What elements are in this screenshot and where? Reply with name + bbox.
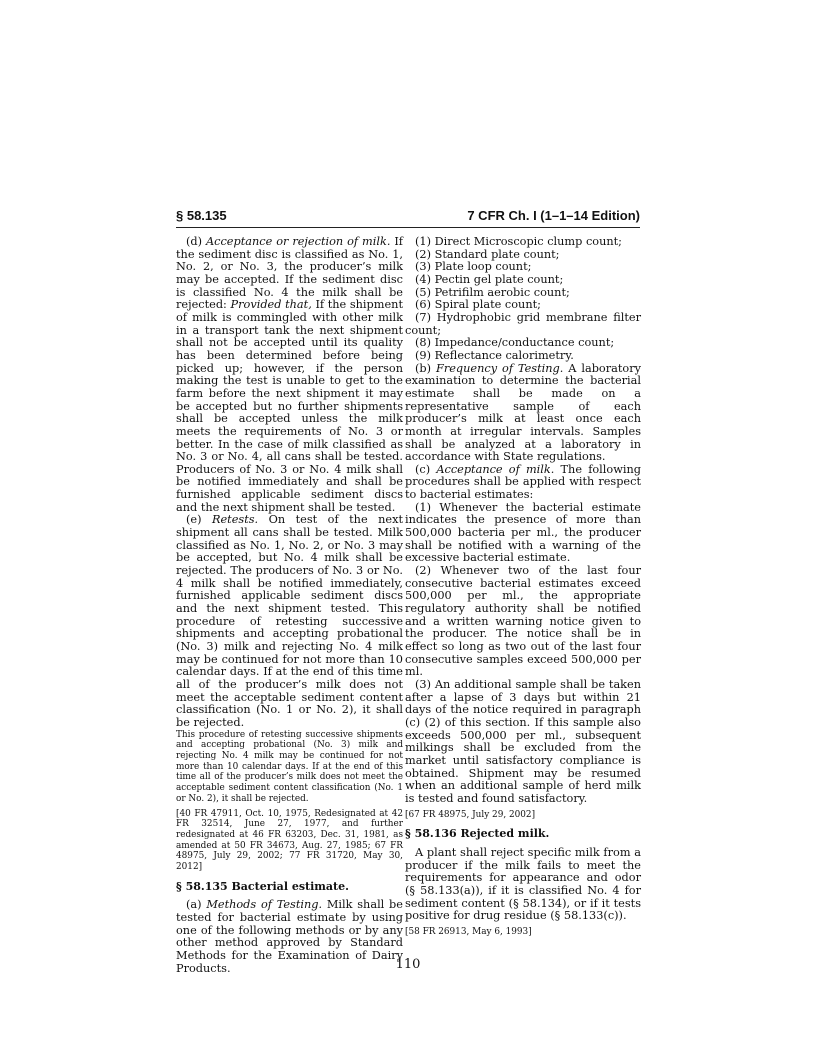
paragraph-rejected-milk: A plant shall reject specific milk from a producer if the milk fails to meet the requirements for appearance and odor (§ 58.133(a)), if it is classified No. 4 for sediment content (§ 58.134), or if it tests positive for drug residue (§ 58.133(c)). <box>405 845 641 923</box>
paragraph-b: (b) Frequency of Testing. A laboratory examination to determine the bacterial estimate shall be made on a representative sample of each producer’s milk at least once each month at irregular intervals. Samples shall be analyzed at a laboratory in accordance with State regulations. <box>405 361 641 464</box>
header-title: 7 CFR Ch. I (1–1–14 Edition) <box>467 208 640 223</box>
small-note: This procedure of retesting successive shipments and accepting probational (No. 3) milk and rejecting No. 4 milk may be continued for not more than 10 calendar days. If at the end of this time all of the producer’s milk does not meet the acceptable sediment content classification (No. 1 or No. 2), it shall be rejected. <box>176 729 403 804</box>
method-list-item: (7) Hydrophobic grid membrane filter count; <box>405 310 641 337</box>
section-heading-58-136: § 58.136 Rejected milk. <box>405 827 550 841</box>
citation-58-136: [58 FR 26913, May 6, 1993] <box>405 926 532 937</box>
paragraph-a: (a) Methods of Testing. Milk shall be tested for bacterial estimate by using one of the following methods or by any other method approved by Standard Methods for the Examination of Dairy Products. <box>176 898 403 975</box>
method-list-item: (3) Plate loop count; <box>415 260 532 274</box>
method-list-item: (6) Spiral plate count; <box>415 298 541 312</box>
citation-58-134: [40 FR 47911, Oct. 10, 1975, Redesignated at 42 FR 32514, June 27, 1977, and further redesignated at 46 FR 63203, Dec. 31, 1981, as amended at 50 FR 34673, Aug. 27, 1985; 67 FR 48975, July 29, 2002; 77 FR 31720, May 30, 2012] <box>176 808 403 873</box>
header-section-number: § 58.135 <box>176 208 227 223</box>
paragraph-b-heading: Frequency of Testing. <box>435 361 564 375</box>
right-column <box>405 236 641 946</box>
method-list-item: (4) Pectin gel plate count; <box>415 272 564 286</box>
paragraph-d-heading: Acceptance or rejection of milk. <box>205 235 391 248</box>
method-list-item: (5) Petrifilm aerobic count; <box>415 285 570 299</box>
paragraph-c2: (2) Whenever two of the last four consecutive bacterial estimates exceed 500,000 per ml., the appropriate regulatory authority shall be notified and a written warning notice given to the producer. The notice shall be in effect so long as two out of the last four consecutive samples exceed 500,000 per ml. <box>405 564 641 679</box>
paragraph-e: (e) Retests. On test of the next shipment all cans shall be tested. Milk classified as No. 1, No. 2, or No. 3 may be accepted, but No. 4 milk shall be rejected. The producers of No. 3 or No. 4 milk shall be notified immediately, furnished applicable sediment discs and the next shipment tested. This procedure of retesting successive shipments and accepting probational (No. 3) milk and rejecting No. 4 milk may be continued for not more than 10 calendar days. If at the end of this time all of the producer’s milk does not meet the acceptable sediment content classification (No. 1 or No. 2), it shall be rejected. <box>176 513 403 729</box>
running-header <box>176 208 640 226</box>
header-rule <box>176 227 640 228</box>
method-list-item: (9) Reflectance calorimetry. <box>415 348 574 362</box>
paragraph-c-heading: Acceptance of milk. <box>436 462 555 476</box>
method-list-item: (8) Impedance/conductance count; <box>415 336 615 350</box>
paragraph-c: (c) Acceptance of milk. The following procedures shall be applied with respect to bacterial estimates: <box>405 462 641 502</box>
paragraph-c3: (3) An additional sample shall be taken after a lapse of 3 days but within 21 days of the notice required in paragraph (c) (2) of this section. If this sample also exceeds 500,000 per ml., subsequent milkings shall be excluded from the market until satisfactory compliance is obtained. Shipment may be resumed when an additional sample of herd milk is tested and found satisfactory. <box>405 677 641 805</box>
proviso-text: Provided that, <box>230 298 312 312</box>
citation-58-135: [67 FR 48975, July 29, 2002] <box>405 809 536 820</box>
section-heading-58-135: § 58.135 Bacterial estimate. <box>176 879 349 893</box>
paragraph-a-heading: Methods of Testing. <box>206 898 323 912</box>
paragraph-e-heading: Retests. <box>211 513 259 527</box>
methods-list <box>405 236 641 363</box>
method-list-item: (2) Standard plate count; <box>415 247 560 261</box>
paragraph-c1: (1) Whenever the bacterial estimate indicates the presence of more than 500,000 bacteria per ml., the producer shall be notified with a warning of the excessive bacterial estimate. <box>405 500 641 565</box>
paragraph-d: (d) Acceptance or rejection of milk. If the sediment disc is classified as No. 1, No. 2, or No. 3, the producer’s milk may be accepted. If the sediment disc is classified No. 4 the milk shall be rejected: Provided that, If the shipment of milk is commingled with other milk in a transport tank the next shipment shall not be accepted until its quality has been determined before being picked up; however, if the person making the test is unable to get to the farm before the next shipment it may be accepted but no further shipments shall be accepted unless the milk meets the requirements of No. 3 or better. In the case of milk classified as No. 3 or No. 4, all cans shall be tested. Producers of No. 3 or No. 4 milk shall be notified immediately and shall be furnished applicable sediment discs and the next shipment shall be tested. <box>176 235 403 514</box>
left-column <box>176 236 403 975</box>
page-number: 110 <box>395 957 421 972</box>
method-list-item: (1) Direct Microscopic clump count; <box>415 235 622 248</box>
